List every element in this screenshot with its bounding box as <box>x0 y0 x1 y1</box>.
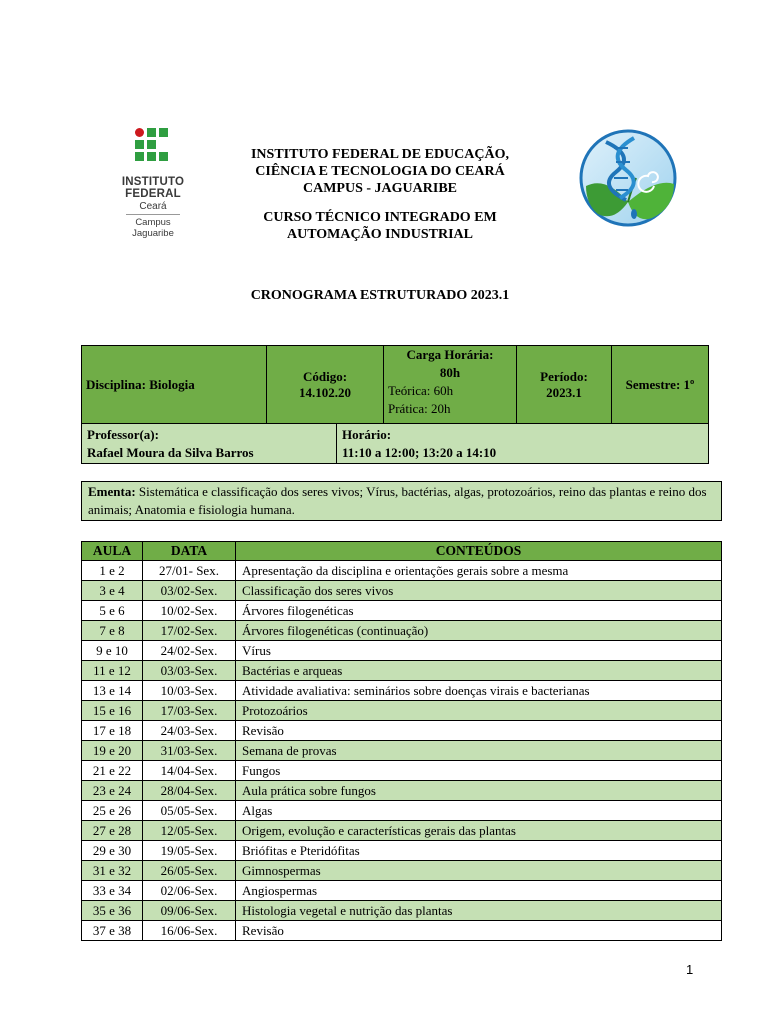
conteudo-cell: Histologia vegetal e nutrição das plantas <box>236 901 722 921</box>
conteudo-cell: Gimnospermas <box>236 861 722 881</box>
table-row <box>82 761 722 781</box>
conteudo-cell: Atividade avaliativa: seminários sobre doenças virais e bacterianas <box>236 681 722 701</box>
data-cell: 03/02-Sex. <box>143 581 236 601</box>
table-row <box>82 681 722 701</box>
table-row <box>82 621 722 641</box>
aula-cell: 17 e 18 <box>82 721 143 741</box>
aula-cell: 13 e 14 <box>82 681 143 701</box>
logo-institute-line1: INSTITUTO <box>121 176 185 188</box>
data-cell: 09/06-Sex. <box>143 901 236 921</box>
aula-cell: 19 e 20 <box>82 741 143 761</box>
aula-cell: 3 e 4 <box>82 581 143 601</box>
table-row <box>82 881 722 901</box>
table-row <box>82 701 722 721</box>
conteudo-cell: Classificação dos seres vivos <box>236 581 722 601</box>
ementa-label: Ementa: <box>88 484 136 499</box>
data-cell: 03/03-Sex. <box>143 661 236 681</box>
table-row <box>82 661 722 681</box>
discipline-cell: Disciplina: Biologia <box>82 346 267 424</box>
professor-label: Professor(a): <box>87 426 159 442</box>
data-cell: 31/03-Sex. <box>143 741 236 761</box>
table-row <box>82 781 722 801</box>
ementa-table <box>81 481 722 521</box>
code-value: 14.102.20 <box>299 384 351 400</box>
table-row <box>82 601 722 621</box>
workload-theory: Teórica: 60h <box>388 383 454 398</box>
logo-divider <box>126 214 180 215</box>
logo-institute-line2: FEDERAL <box>125 188 181 200</box>
conteudo-cell: Árvores filogenéticas <box>236 601 722 621</box>
aula-cell: 7 e 8 <box>82 621 143 641</box>
aula-cell: 21 e 22 <box>82 761 143 781</box>
table-row <box>82 581 722 601</box>
discipline-info-table <box>81 345 709 424</box>
conteudo-cell: Fungos <box>236 761 722 781</box>
data-cell: 24/02-Sex. <box>143 641 236 661</box>
workload-total: 80h <box>439 365 461 380</box>
schedule-label: Horário: <box>342 426 392 442</box>
table-row <box>82 641 722 661</box>
data-cell: 24/03-Sex. <box>143 721 236 741</box>
conteudo-cell: Algas <box>236 801 722 821</box>
period-cell <box>517 346 612 424</box>
ementa-cell <box>82 482 722 521</box>
aula-cell: 11 e 12 <box>82 661 143 681</box>
header-data: DATA <box>143 542 236 561</box>
schedule-value: 11:10 a 12:00; 13:20 a 14:10 <box>342 444 497 460</box>
logo-campus-line1: Campus <box>135 217 171 228</box>
data-cell: 05/05-Sex. <box>143 801 236 821</box>
conteudo-cell: Aula prática sobre fungos <box>236 781 722 801</box>
ementa-text: Sistemática e classificação dos seres vivos; Vírus, bactérias, algas, protozoários, reino das plantas e reino dos animais; Anatomia e fisiologia humana. <box>88 484 707 517</box>
table-row <box>82 741 722 761</box>
table-row <box>82 821 722 841</box>
table-row <box>82 861 722 881</box>
table-row <box>82 921 722 941</box>
aula-cell: 25 e 26 <box>82 801 143 821</box>
conteudo-cell: Angiospermas <box>236 881 722 901</box>
header-aula: AULA <box>82 542 143 561</box>
table-row <box>82 901 722 921</box>
header-conteudos: CONTEÚDOS <box>236 542 722 561</box>
aula-cell: 31 e 32 <box>82 861 143 881</box>
data-cell: 17/02-Sex. <box>143 621 236 641</box>
institution-line: CIÊNCIA E TECNOLOGIA DO CEARÁ <box>255 164 505 179</box>
workload-practice: Prática: 20h <box>388 401 451 416</box>
conteudo-cell: Apresentação da disciplina e orientações gerais sobre a mesma <box>236 561 722 581</box>
table-row <box>82 841 722 861</box>
conteudo-cell: Semana de provas <box>236 741 722 761</box>
data-cell: 02/06-Sex. <box>143 881 236 901</box>
period-label: Período: <box>540 368 588 384</box>
schedule-body <box>82 561 722 941</box>
institution-line: INSTITUTO FEDERAL DE EDUCAÇÃO, <box>250 147 509 162</box>
table-row <box>82 561 722 581</box>
data-cell: 27/01- Sex. <box>143 561 236 581</box>
table-row <box>82 721 722 741</box>
conteudo-cell: Briófitas e Pteridófitas <box>236 841 722 861</box>
document-title: CRONOGRAMA ESTRUTURADO 2023.1 <box>250 288 510 303</box>
conteudo-cell: Revisão <box>236 721 722 741</box>
aula-cell: 35 e 36 <box>82 901 143 921</box>
course-header <box>190 209 570 243</box>
data-cell: 17/03-Sex. <box>143 701 236 721</box>
data-cell: 10/02-Sex. <box>143 601 236 621</box>
schedule-time-cell <box>337 424 709 464</box>
course-line: CURSO TÉCNICO INTEGRADO EM <box>263 210 497 225</box>
workload-label: Carga Horária: <box>406 347 494 362</box>
conteudo-cell: Árvores filogenéticas (continuação) <box>236 621 722 641</box>
instituto-federal-logo <box>116 128 190 240</box>
aula-cell: 1 e 2 <box>82 561 143 581</box>
data-cell: 12/05-Sex. <box>143 821 236 841</box>
aula-cell: 27 e 28 <box>82 821 143 841</box>
aula-cell: 23 e 24 <box>82 781 143 801</box>
code-cell <box>267 346 384 424</box>
aula-cell: 33 e 34 <box>82 881 143 901</box>
table-row <box>82 801 722 821</box>
conteudo-cell: Protozoários <box>236 701 722 721</box>
data-cell: 14/04-Sex. <box>143 761 236 781</box>
data-cell: 19/05-Sex. <box>143 841 236 861</box>
logo-campus-line2: Jaguaribe <box>132 228 174 239</box>
code-label: Código: <box>302 368 348 384</box>
data-cell: 28/04-Sex. <box>143 781 236 801</box>
aula-cell: 37 e 38 <box>82 921 143 941</box>
professor-cell <box>82 424 337 464</box>
schedule-table <box>81 541 722 941</box>
aula-cell: 29 e 30 <box>82 841 143 861</box>
data-cell: 16/06-Sex. <box>143 921 236 941</box>
period-value: 2023.1 <box>546 384 582 400</box>
logo-state: Ceará <box>139 201 167 212</box>
aula-cell: 15 e 16 <box>82 701 143 721</box>
conteudo-cell: Bactérias e arqueas <box>236 661 722 681</box>
semester-cell: Semestre: 1º <box>612 346 709 424</box>
data-cell: 10/03-Sex. <box>143 681 236 701</box>
course-line: AUTOMAÇÃO INDUSTRIAL <box>286 227 474 242</box>
page-number: 1 <box>686 962 694 977</box>
workload-cell <box>384 346 517 424</box>
institution-header <box>190 146 570 197</box>
conteudo-cell: Revisão <box>236 921 722 941</box>
professor-name: Rafael Moura da Silva Barros <box>87 444 254 460</box>
if-logo-icon <box>135 128 169 162</box>
professor-info-table <box>81 423 709 464</box>
aula-cell: 5 e 6 <box>82 601 143 621</box>
data-cell: 26/05-Sex. <box>143 861 236 881</box>
biology-dna-leaf-logo <box>576 128 682 228</box>
conteudo-cell: Origem, evolução e características gerais das plantas <box>236 821 722 841</box>
institution-line: CAMPUS - JAGUARIBE <box>303 181 457 196</box>
aula-cell: 9 e 10 <box>82 641 143 661</box>
conteudo-cell: Vírus <box>236 641 722 661</box>
